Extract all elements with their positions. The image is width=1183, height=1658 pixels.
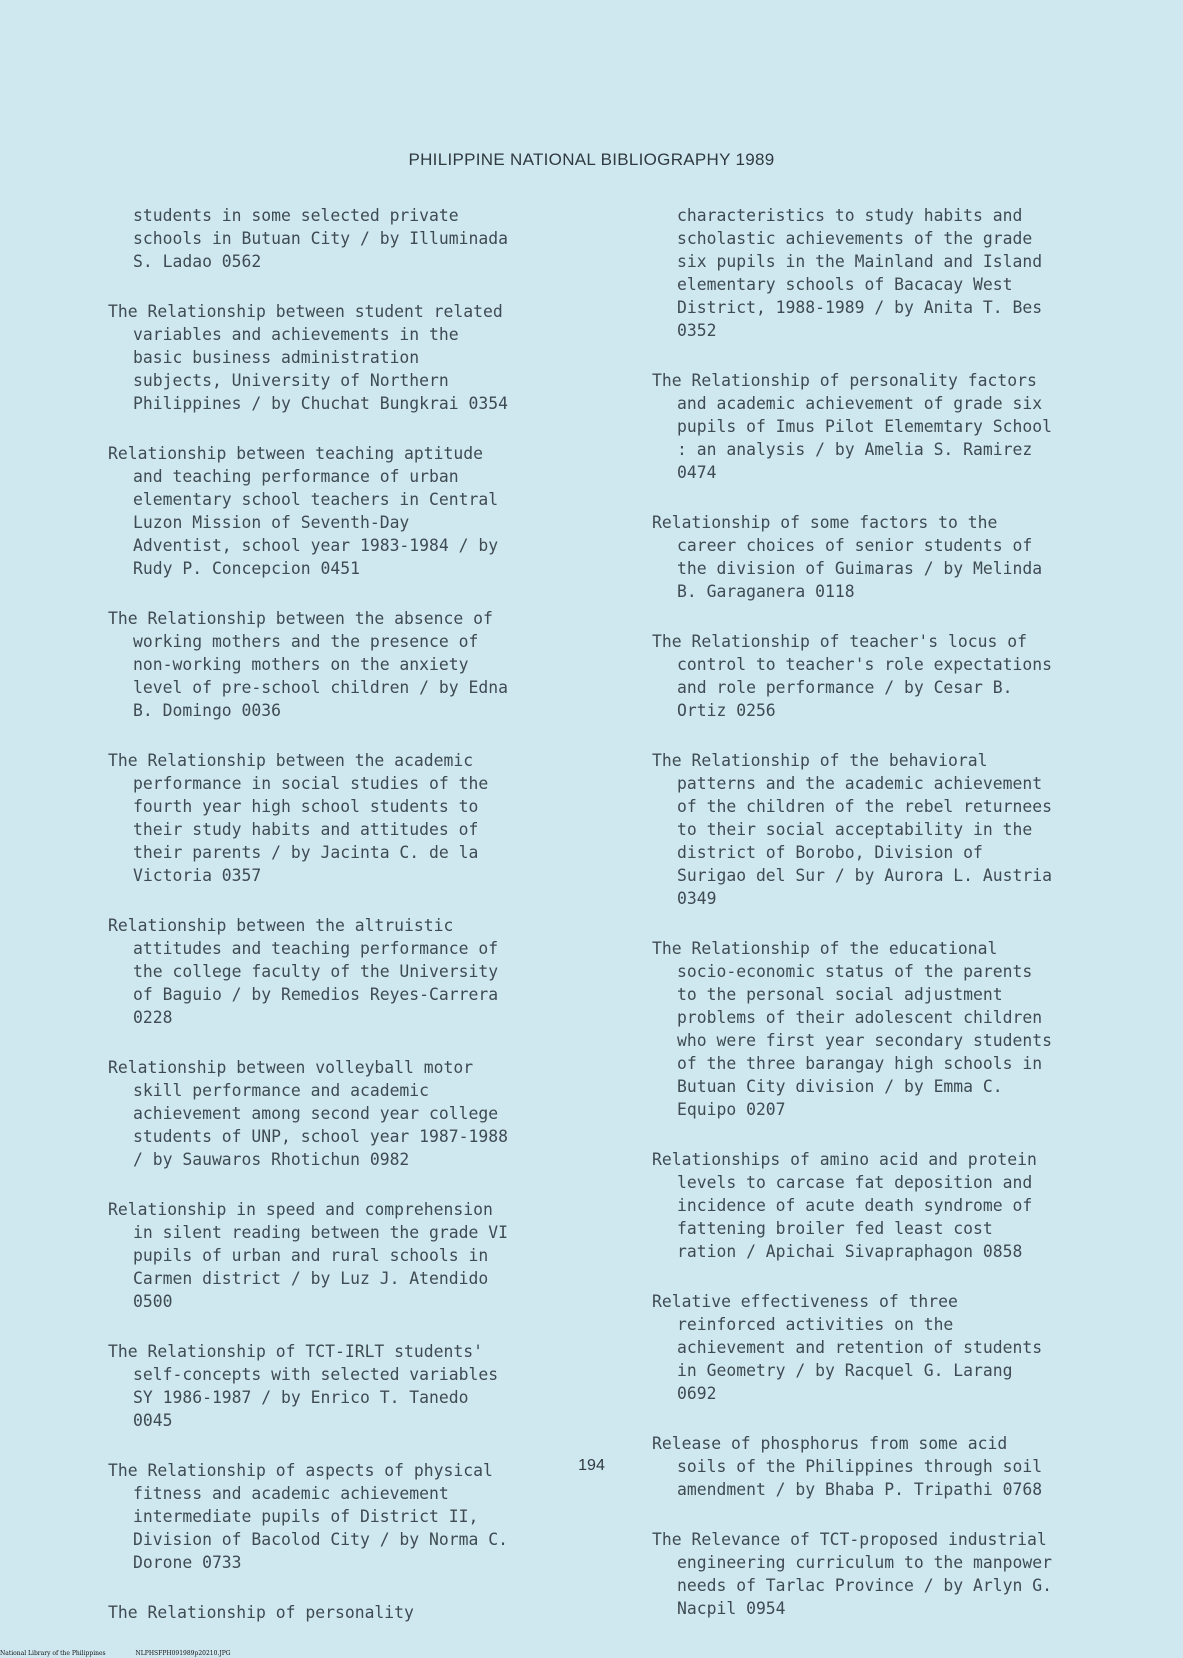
- bibliography-entry: Relationship between the altruistic attitudes and teaching performance of the college faculty of the University of Baguio / by Remedios Reyes-Carrera 0228: [108, 916, 499, 1027]
- bibliography-entry: The Relationship of personality: [108, 1603, 414, 1622]
- bibliography-entry: The Relationship of aspects of physical fitness and academic achievement intermediate pupils of District II, Division of Bacolod City / by Norma C. Dorone 0733: [108, 1461, 508, 1572]
- footer-filename: NLPHSFPH091989p20210.JPG: [135, 1650, 231, 1657]
- bibliography-entry: The Relationship of the educational socio-economic status of the parents to the personal social adjustment problems of their adolescent children who were first year secondary students of the three barangay high schools in Butuan City division / by Emma C. Equipo 0207: [652, 939, 1052, 1119]
- bibliography-entry: Relationships of amino acid and protein levels to carcase fat deposition and incidence of acute death syndrome of fattening broiler fed least cost ration / Apichai Sivapraphagon 0858: [652, 1150, 1037, 1261]
- left-column: [108, 204, 618, 1651]
- bibliography-entry: Relationship between volleyball motor skill performance and academic achievement among second year college students of UNP, school year 1987-1988 / by Sauwaros Rhotichun 0982: [108, 1058, 508, 1169]
- scan-footer: [0, 1650, 259, 1657]
- bibliography-entry: Release of phosphorus from some acid soils of the Philippines through soil amendment / by Bhaba P. Tripathi 0768: [652, 1434, 1043, 1499]
- bibliography-entry: The Relationship of the behavioral patterns and the academic achievement of the children of the rebel returnees to their social acceptability in the district of Borobo, Division of Surigao del Sur / by Aurora L. Austria 0349: [652, 751, 1052, 908]
- bibliography-entry: Relative effectiveness of three reinforced activities on the achievement and retention of students in Geometry / by Racquel G. Larang 0692: [652, 1292, 1043, 1403]
- bibliography-entry: The Relationship of TCT-IRLT students' self-concepts with selected variables SY 1986-1987 / by Enrico T. Tanedo 0045: [108, 1342, 499, 1430]
- right-column: [652, 204, 1162, 1647]
- bibliography-entry: Relationship between teaching aptitude and teaching performance of urban elementary school teachers in Central Luzon Mission of Seventh-Day Adventist, school year 1983-1984 / by Rudy P. Concepcion 0451: [108, 444, 499, 578]
- bibliography-entry: students in some selected private schools in Butuan City / by Illuminada S. Ladao 0562: [133, 206, 508, 271]
- footer-library: National Library of the Philippines: [0, 1650, 106, 1657]
- page-header: PHILIPPINE NATIONAL BIBLIOGRAPHY 1989: [408, 150, 775, 169]
- bibliography-entry: Relationship of some factors to the career choices of senior students of the division of Guimaras / by Melinda B. Garaganera 0118: [652, 513, 1043, 601]
- page-number: 194: [578, 1457, 605, 1474]
- bibliography-entry: The Relationship of personality factors and academic achievement of grade six pupils of Imus Pilot Elememtary School : an analysis / by Amelia S. Ramirez 0474: [652, 371, 1052, 482]
- bibliography-entry: The Relationship of teacher's locus of control to teacher's role expectations and role performance / by Cesar B. Ortiz 0256: [652, 632, 1052, 720]
- bibliography-entry-continuation: characteristics to study habits and scholastic achievements of the grade six pupils in the Mainland and Island elementary schools of Bacacay West District, 1988-1989 / by Anita T. Bes 0352: [677, 206, 1043, 340]
- bibliography-entry: Relationship in speed and comprehension in silent reading between the grade VI pupils of urban and rural schools in Carmen district / by Luz J. Atendido 0500: [108, 1200, 508, 1311]
- bibliography-entry: The Relationship between the academic performance in social studies of the fourth year high school students to their study habits and attitudes of their parents / by Jacinta C. de la Victoria 0357: [108, 751, 489, 885]
- bibliography-entry: The Relationship between student related variables and achievements in the basic business administration subjects, University of Northern Philippines / by Chuchat Bungkrai 0354: [108, 302, 508, 413]
- bibliography-entry: The Relationship between the absence of working mothers and the presence of non-working mothers on the anxiety level of pre-school children / by Edna B. Domingo 0036: [108, 609, 508, 720]
- bibliography-entry: The Relevance of TCT-proposed industrial engineering curriculum to the manpower needs of Tarlac Province / by Arlyn G. Nacpil 0954: [652, 1530, 1052, 1618]
